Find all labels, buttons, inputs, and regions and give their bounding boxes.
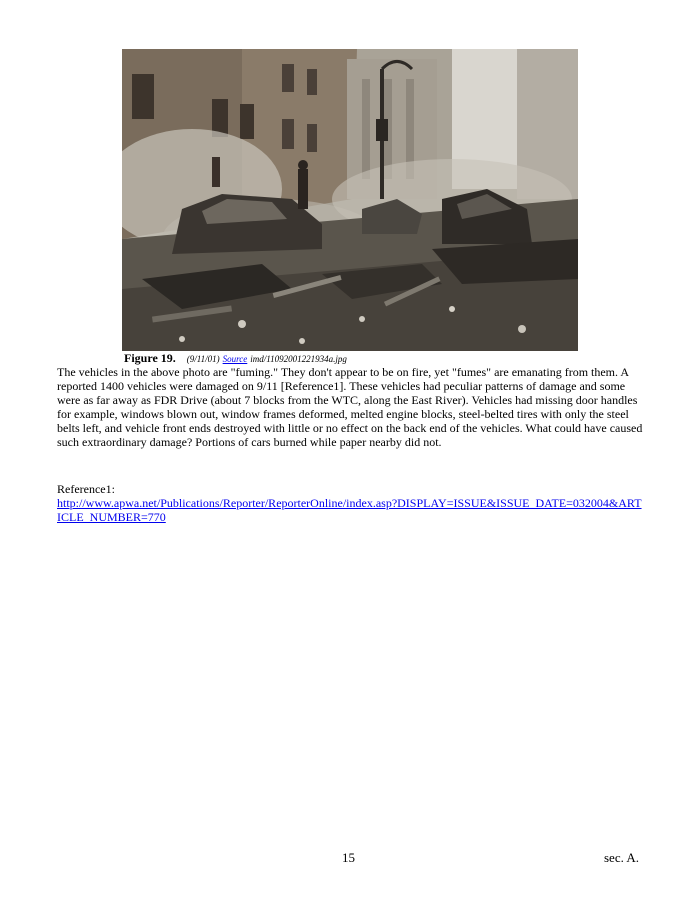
reference-label: Reference1: [57, 482, 115, 496]
reference-link[interactable]: http://www.apwa.net/Publications/Reporter/ReporterOnline/index.asp?DISPLAY=ISSUE&ISSUE_DATE=032004&ARTICLE_NUMBER=770 [57, 496, 642, 524]
page-number: 15 [342, 850, 355, 865]
figure-label: Figure 19. [124, 351, 176, 365]
section-label: sec. A. [604, 850, 640, 865]
figure-filename: imd/11092001221934a.jpg [250, 354, 347, 364]
body-paragraph: The vehicles in the above photo are "fuming." They don't appear to be on fire, yet "fumes" are emanating from them. A reported 1400 vehicles were damaged on 9/11 [Reference1]. These vehicles had peculiar patterns of damage and some were as far away as FDR Drive (about 7 blocks from the WTC, along the East River). Vehicles had missing door handles for example, windows blown out, window frames deformed, melted engine blocks, steel-belted tires with only the steel belts left, and vehicle front ends destroyed with little or no effect on the back end of the vehicles. What could have caused such extraordinary damage? Portions of cars burned while paper nearby did not. [57, 365, 643, 449]
source-link[interactable]: Source [222, 354, 248, 364]
figure-date: (9/11/01) [186, 354, 220, 364]
figure-19-photo [122, 49, 578, 351]
figure-caption [124, 351, 347, 366]
